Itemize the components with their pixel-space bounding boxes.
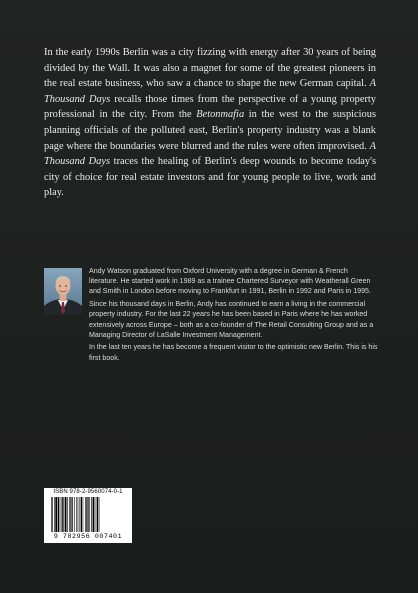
barcode-bar xyxy=(78,497,79,532)
cover-blurb xyxy=(44,45,376,201)
barcode-bar xyxy=(85,497,86,532)
barcode-bar xyxy=(52,497,53,532)
barcode-bar xyxy=(60,497,61,532)
barcode-bar xyxy=(83,497,84,532)
barcode-bar xyxy=(54,497,55,532)
barcode-bar xyxy=(74,497,75,532)
barcode-bar xyxy=(71,497,72,532)
barcode-bar xyxy=(89,497,90,532)
isbn-barcode xyxy=(44,488,132,543)
barcode-bar xyxy=(91,497,92,532)
author-photo xyxy=(44,268,82,315)
blurb-text-1: In the early 1990s Berlin was a city fizzing with energy after 30 years of being divided by the Wall. It was also a magnet for some of the greatest pioneers in the real estate business, who saw a chance to shape the new German capital. xyxy=(44,47,376,90)
barcode-bar xyxy=(70,497,71,532)
blurb-book-title: A Thousand Days xyxy=(44,78,376,105)
barcode-bar xyxy=(86,497,87,532)
barcode-bar xyxy=(97,497,98,532)
blurb-text-2: recalls those times from the perspective of a young property professional in the city. From the xyxy=(44,93,377,121)
blurb-betonmafia: Betonmafia xyxy=(196,109,245,121)
barcode-bar xyxy=(63,497,64,532)
barcode-bar xyxy=(81,497,82,532)
barcode-bar xyxy=(69,497,70,532)
blurb-book-title-2: A Thousand Days xyxy=(44,140,376,168)
barcode-bar xyxy=(88,497,89,532)
barcode-bar xyxy=(51,497,52,532)
barcode-bar xyxy=(55,497,57,532)
author-portrait-image xyxy=(44,268,82,315)
barcode-bar xyxy=(80,497,81,532)
barcode-bar xyxy=(67,497,68,532)
bio-paragraph-3: In the last ten years he has become a frequent visitor to the optimistic new Berlin. This is his first book. xyxy=(89,343,378,362)
author-bio xyxy=(89,266,379,365)
barcode-bar xyxy=(93,497,95,532)
barcode-bar xyxy=(76,497,77,532)
barcode-bar xyxy=(62,497,63,532)
barcode-bar xyxy=(99,497,100,532)
barcode-bar xyxy=(65,497,67,532)
barcode-bar xyxy=(96,497,97,532)
bio-paragraph-1: Andy Watson graduated from Oxford University with a degree in German & French literature. He started work in 1989 as a trainee Chartered Surveyor with Weatherall Green and Smith in London before moving to Frankfurt in 1991, Berlin in 1992 and Paris in 1995. xyxy=(89,267,371,296)
isbn-label: ISBN 978-2-9560074-0-1 xyxy=(53,489,123,495)
blurb-text-3: in the west to the suspicious planning officials of the polluted east, Berlin's property industry was a blank page where the boundaries were blurred and the rules were often improvised. xyxy=(44,109,376,152)
barcode-digits: 9 782956 007401 xyxy=(53,533,123,540)
blurb-text-4: traces the healing of Berlin's deep wounds to become today's city of choice for real estate investors and for young people to live, work and play. xyxy=(44,156,376,199)
bio-paragraph-2: Since his thousand days in Berlin, Andy has continued to earn a living in the commercial property industry. For the last 22 years he has been based in Paris where he has worked extensively across Europe – both as a co-founder of The Retail Consulting Group and as a Managing Director of LaSalle Investment Management. xyxy=(89,300,374,339)
barcode-bar xyxy=(58,497,59,532)
